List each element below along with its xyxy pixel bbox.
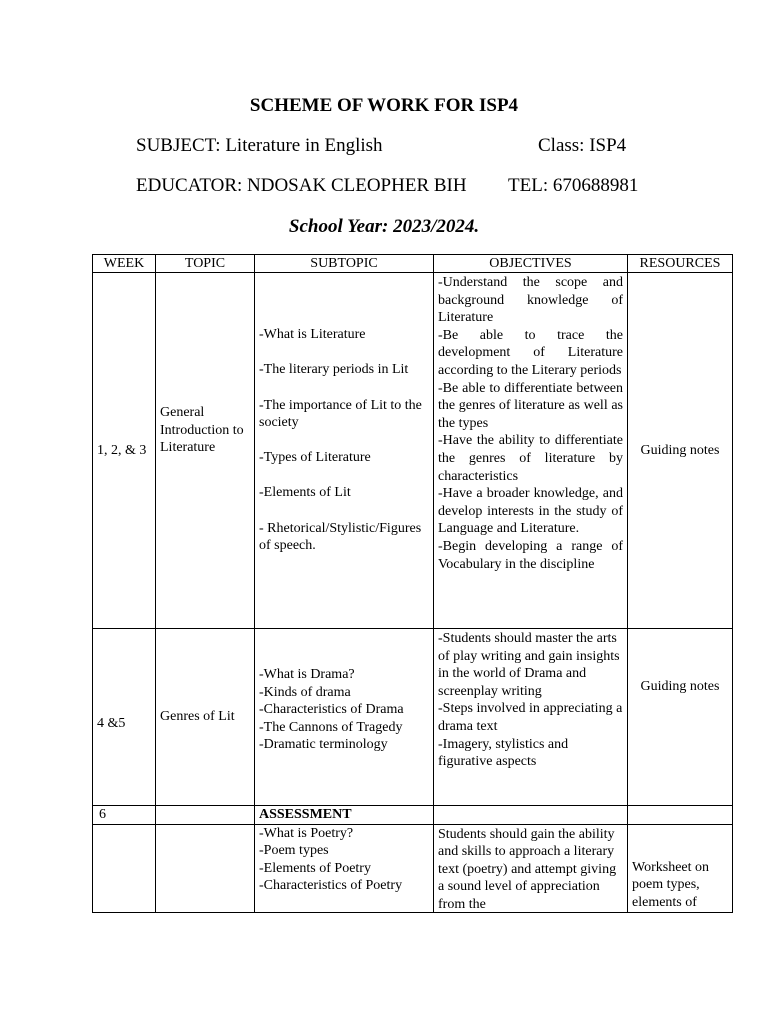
subtopic-cell bbox=[255, 273, 434, 629]
resources-cell bbox=[628, 806, 733, 825]
objectives-cell bbox=[434, 273, 628, 629]
subtopic-item: -Elements of Lit bbox=[259, 485, 351, 501]
objective-item: Students should gain the ability and skills to approach a literary text (poetry) and attempt giving a sound level of appreciation from the bbox=[438, 826, 617, 912]
objectives-cell bbox=[434, 824, 628, 912]
objective-item: -Have a broader knowledge, and develop interests in the study of Language and Literature. bbox=[438, 486, 623, 537]
class-label: Class: ISP4 bbox=[538, 135, 627, 156]
document-title: SCHEME OF WORK FOR ISP4 bbox=[249, 95, 519, 116]
objective-item: -Understand the scope and background knowledge of Literature bbox=[438, 275, 623, 326]
week-cell: 4 &5 bbox=[93, 629, 156, 806]
subtopic-item: - Rhetorical/Stylistic/Figures of speech. bbox=[259, 520, 422, 554]
resources-item: Worksheet on poem types, elements of bbox=[632, 859, 710, 910]
educator-label: EDUCATOR: NDOSAK CLEOPHER BIH bbox=[136, 175, 467, 196]
subtopic-item: -Elements of Poetry bbox=[259, 860, 371, 876]
header-subtopic: SUBTOPIC bbox=[255, 255, 434, 273]
subtopic-cell bbox=[255, 824, 434, 912]
subtopic-item: -The literary periods in Lit bbox=[259, 362, 409, 378]
header-objectives: OBJECTIVES bbox=[434, 255, 628, 273]
objective-item: -Be able to differentiate between the genres of literature as well as the types bbox=[438, 380, 623, 431]
objective-item: -Be able to trace the development of Literature according to the Literary periods bbox=[438, 327, 623, 378]
subtopic-item: -Kinds of drama bbox=[259, 684, 351, 700]
header-week: WEEK bbox=[93, 255, 156, 273]
subject-label: SUBJECT: Literature in English bbox=[136, 135, 383, 156]
subtopic-cell bbox=[255, 629, 434, 806]
header-resources: RESOURCES bbox=[628, 255, 733, 273]
subtopic-item: -What is Literature bbox=[259, 327, 366, 343]
objectives-cell bbox=[434, 806, 628, 825]
subtopic-item: -Characteristics of Drama bbox=[259, 702, 404, 718]
tel-label: TEL: 670688981 bbox=[508, 175, 639, 196]
objective-item: -Imagery, stylistics and figurative aspects bbox=[438, 736, 569, 770]
topic-cell bbox=[156, 824, 255, 912]
subtopic-item: -Types of Literature bbox=[259, 450, 371, 466]
objective-item: -Have the ability to differentiate the genres of literature by characteristics bbox=[438, 433, 623, 484]
assessment-cell: ASSESSMENT bbox=[255, 806, 434, 825]
objectives-cell bbox=[434, 629, 628, 806]
resources-cell bbox=[628, 824, 733, 912]
table-row bbox=[93, 273, 733, 629]
table-header-row bbox=[93, 255, 733, 273]
subtopic-item: -The importance of Lit to the society bbox=[259, 397, 422, 431]
school-year: School Year: 2023/2024. bbox=[288, 216, 480, 237]
subtopic-item: -What is Poetry? bbox=[259, 825, 354, 841]
table-row bbox=[93, 806, 733, 825]
topic-cell: Genres of Lit bbox=[156, 629, 255, 806]
subtopic-item: -Characteristics of Poetry bbox=[259, 878, 403, 894]
resources-cell: Guiding notes bbox=[628, 629, 733, 806]
table-row bbox=[93, 629, 733, 806]
subtopic-item: -The Cannons of Tragedy bbox=[259, 719, 403, 735]
objective-item: -Steps involved in appreciating a drama text bbox=[438, 701, 623, 734]
subtopic-item: -Poem types bbox=[259, 843, 329, 859]
week-cell bbox=[93, 824, 156, 912]
subtopic-item: -What is Drama? bbox=[259, 667, 355, 683]
topic-cell bbox=[156, 806, 255, 825]
scheme-table bbox=[92, 254, 733, 913]
resources-cell: Guiding notes bbox=[628, 273, 733, 629]
objective-item: -Begin developing a range of Vocabulary in the discipline bbox=[438, 538, 623, 572]
week-cell: 1, 2, & 3 bbox=[93, 273, 156, 629]
header-topic: TOPIC bbox=[156, 255, 255, 273]
table-row bbox=[93, 824, 733, 912]
subtopic-item: -Dramatic terminology bbox=[259, 737, 388, 753]
topic-cell: General Introduction to Literature bbox=[156, 273, 255, 629]
week-cell: 6 bbox=[93, 806, 156, 825]
objective-item: -Students should master the arts of play writing and gain insights in the world of Drama and screenplay writing bbox=[438, 631, 620, 699]
